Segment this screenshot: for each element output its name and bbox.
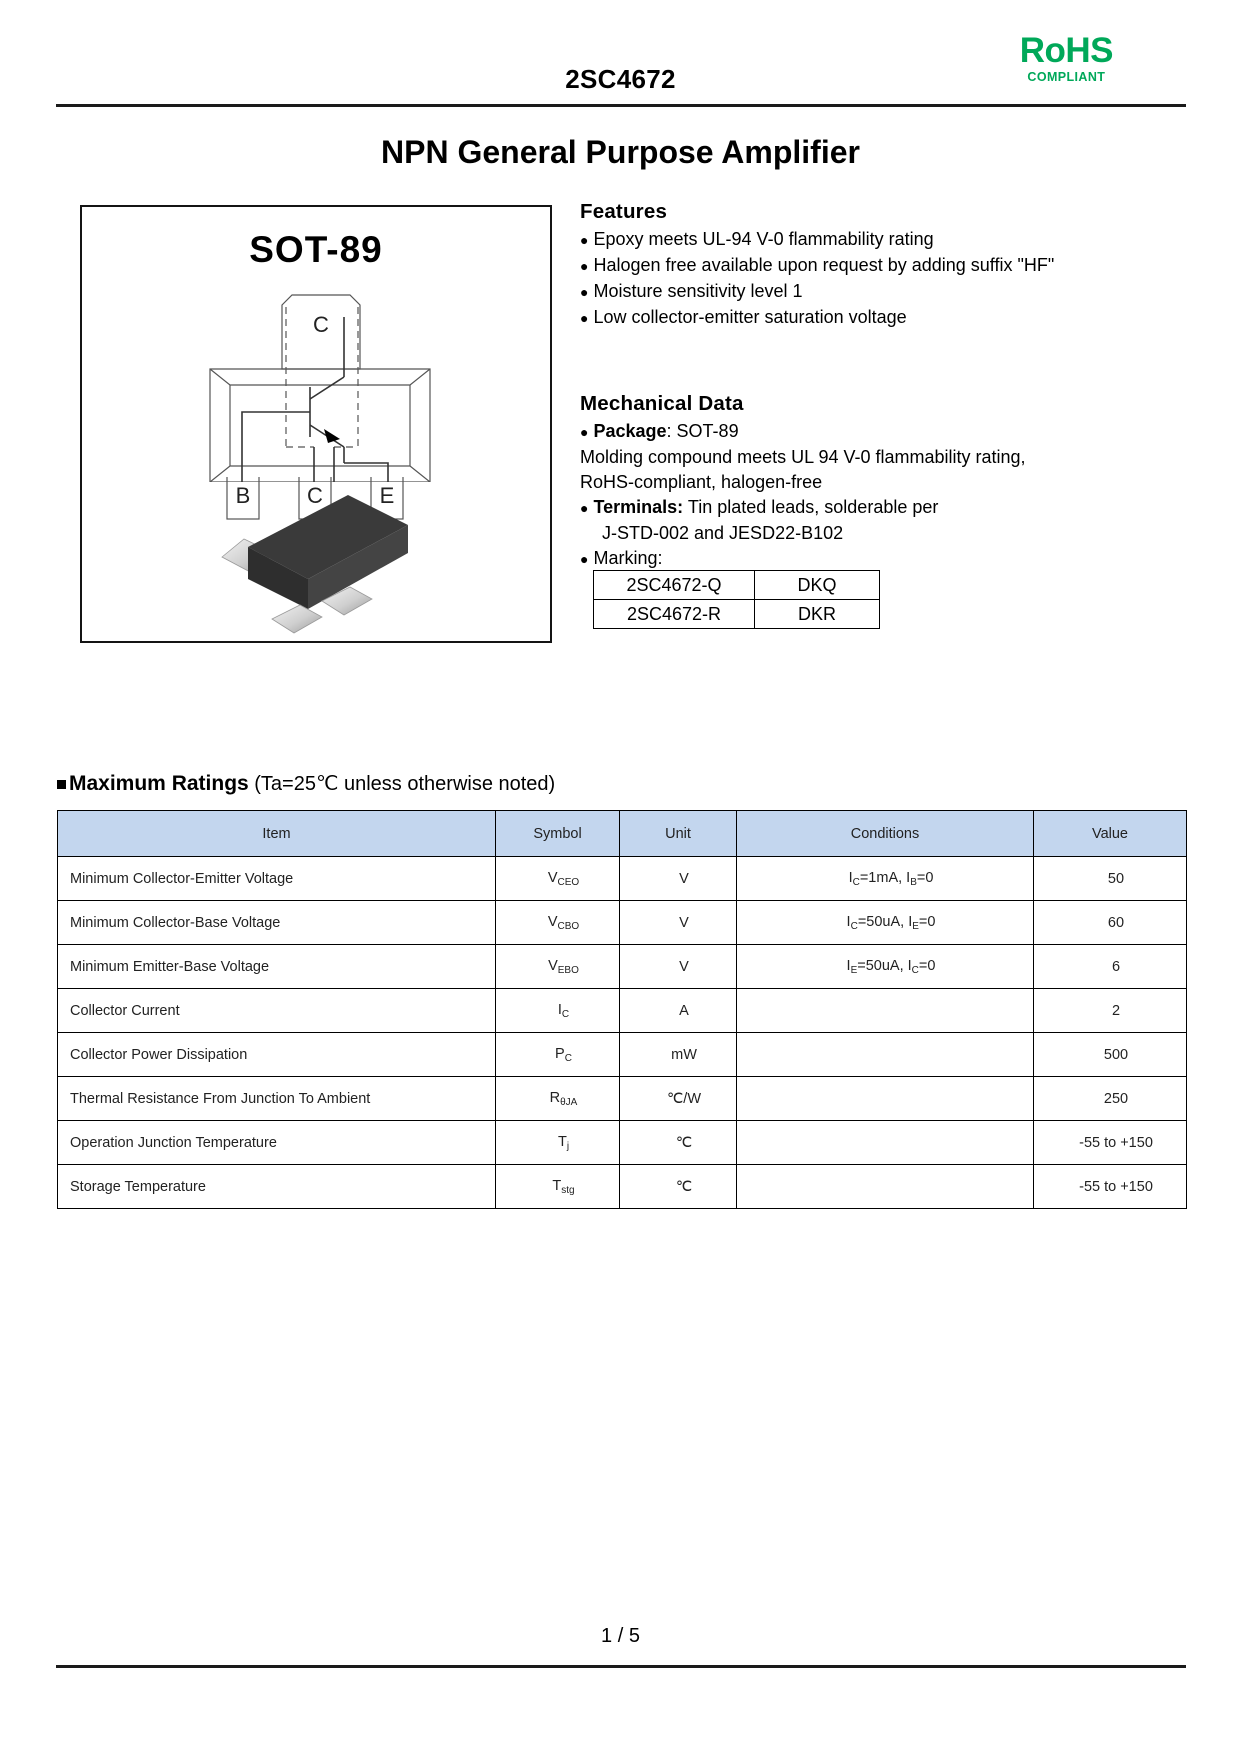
rating-unit: A bbox=[620, 989, 737, 1033]
terminals-value: Tin plated leads, solderable per bbox=[687, 497, 939, 517]
bullet-icon: ● bbox=[580, 551, 589, 567]
pin-label-c: C bbox=[307, 483, 323, 508]
page-number: 1 / 5 bbox=[601, 1625, 640, 1647]
terminals-line-2: J-STD-002 and JESD22-B102 bbox=[602, 523, 844, 543]
table-row bbox=[58, 945, 1187, 989]
rating-conditions: $I_E=50uA$, $I_C=0$ bbox=[737, 945, 1034, 989]
table-header-row bbox=[58, 811, 1187, 857]
table-row bbox=[594, 600, 880, 629]
mechanical-terminals-row bbox=[580, 495, 1150, 521]
table-row bbox=[58, 1121, 1187, 1165]
marking-label: Marking: bbox=[593, 548, 663, 568]
bullet-icon: ● bbox=[580, 284, 589, 300]
feature-item bbox=[580, 253, 1140, 279]
rohs-logo bbox=[1020, 33, 1113, 84]
rating-value: 6 bbox=[1034, 945, 1187, 989]
rating-conditions bbox=[737, 1165, 1034, 1209]
rating-unit: mW bbox=[620, 1033, 737, 1077]
mechanical-package-row bbox=[580, 419, 1150, 445]
rating-value: 60 bbox=[1034, 901, 1187, 945]
part-number-title: 2SC4672 bbox=[565, 64, 676, 94]
rohs-compliant-label: COMPLIANT bbox=[1027, 70, 1106, 84]
rating-conditions bbox=[737, 1121, 1034, 1165]
column-header-value: Value bbox=[1034, 811, 1187, 857]
pin-label-e: E bbox=[379, 483, 395, 508]
bullet-icon: ● bbox=[580, 310, 589, 326]
mechanical-data-section bbox=[580, 392, 1150, 572]
rating-value: 50 bbox=[1034, 857, 1187, 901]
rating-item: Collector Current bbox=[58, 989, 496, 1033]
marking-code: DKR bbox=[755, 600, 880, 629]
marking-code: DKQ bbox=[755, 571, 880, 600]
rating-item: Operation Junction Temperature bbox=[58, 1121, 496, 1165]
maximum-ratings-heading bbox=[57, 771, 555, 796]
feature-text: Low collector-emitter saturation voltage bbox=[593, 307, 907, 327]
rating-symbol: $P_C$ bbox=[496, 1033, 620, 1077]
maximum-ratings-table bbox=[57, 810, 1187, 1209]
feature-item bbox=[580, 227, 1140, 253]
column-header-item: Item bbox=[58, 811, 496, 857]
molding-line-1: Molding compound meets UL 94 V-0 flammability rating, bbox=[580, 447, 1026, 467]
rating-unit: V bbox=[620, 857, 737, 901]
terminals-label: Terminals: bbox=[593, 497, 684, 517]
feature-text: Epoxy meets UL-94 V-0 flammability rating bbox=[593, 229, 934, 249]
package-label: Package bbox=[593, 421, 667, 441]
table-row bbox=[58, 857, 1187, 901]
rating-value: 2 bbox=[1034, 989, 1187, 1033]
column-header-unit: Unit bbox=[620, 811, 737, 857]
bullet-icon: ● bbox=[580, 232, 589, 248]
package-illustration-box bbox=[80, 205, 552, 643]
mechanical-data-heading: Mechanical Data bbox=[580, 392, 744, 415]
rating-unit: ℃ bbox=[620, 1165, 737, 1209]
rating-item: Storage Temperature bbox=[58, 1165, 496, 1209]
rating-symbol: $V_{CBO}$ bbox=[496, 901, 620, 945]
maximum-ratings-title: Maximum Ratings bbox=[69, 772, 249, 795]
feature-text: Halogen free available upon request by adding suffix "HF" bbox=[593, 255, 1055, 275]
table-row bbox=[58, 901, 1187, 945]
bullet-icon: ● bbox=[580, 424, 589, 440]
rating-unit: ℃ bbox=[620, 1121, 737, 1165]
features-heading: Features bbox=[580, 200, 668, 223]
rating-symbol: $T_j$ bbox=[496, 1121, 620, 1165]
rohs-label: RoHS bbox=[1019, 31, 1113, 70]
table-row bbox=[58, 1033, 1187, 1077]
rating-unit: V bbox=[620, 901, 737, 945]
feature-text: Moisture sensitivity level 1 bbox=[593, 281, 803, 301]
table-row bbox=[58, 1077, 1187, 1121]
rating-conditions bbox=[737, 989, 1034, 1033]
rating-item: Thermal Resistance From Junction To Ambient bbox=[58, 1077, 496, 1121]
rating-value: -55 to +150 bbox=[1034, 1121, 1187, 1165]
column-header-symbol: Symbol bbox=[496, 811, 620, 857]
rating-symbol: $R_{\theta JA}$ bbox=[496, 1077, 620, 1121]
rating-item: Minimum Collector-Emitter Voltage bbox=[58, 857, 496, 901]
package-value: : SOT-89 bbox=[666, 421, 739, 441]
rating-conditions: $I_C=50uA$, $I_E=0$ bbox=[737, 901, 1034, 945]
rating-conditions bbox=[737, 1033, 1034, 1077]
molding-line-2: RoHS-compliant, halogen-free bbox=[580, 472, 823, 492]
bullet-icon: ● bbox=[580, 258, 589, 274]
table-row bbox=[58, 1165, 1187, 1209]
marking-part: 2SC4672-Q bbox=[594, 571, 755, 600]
maximum-ratings-note: (Ta=25℃ unless otherwise noted) bbox=[248, 773, 556, 795]
rating-item: Minimum Emitter-Base Voltage bbox=[58, 945, 496, 989]
rating-symbol: $I_C$ bbox=[496, 989, 620, 1033]
svg-text:C: C bbox=[313, 312, 329, 337]
rating-conditions bbox=[737, 1077, 1034, 1121]
footer-divider bbox=[56, 1665, 1186, 1668]
square-bullet-icon bbox=[57, 780, 66, 789]
rating-item: Collector Power Dissipation bbox=[58, 1033, 496, 1077]
feature-item bbox=[580, 279, 1140, 305]
rating-symbol: $T_{stg}$ bbox=[496, 1165, 620, 1209]
rating-value: 500 bbox=[1034, 1033, 1187, 1077]
marking-part: 2SC4672-R bbox=[594, 600, 755, 629]
page-title: NPN General Purpose Amplifier bbox=[381, 134, 860, 170]
bullet-icon: ● bbox=[580, 500, 589, 516]
marking-table bbox=[593, 570, 880, 629]
package-3d-photo bbox=[200, 479, 440, 639]
pin-label-b: B bbox=[235, 483, 251, 508]
column-header-conditions: Conditions bbox=[737, 811, 1034, 857]
header-divider bbox=[56, 104, 1186, 107]
rating-value: -55 to +150 bbox=[1034, 1165, 1187, 1209]
rating-item: Minimum Collector-Base Voltage bbox=[58, 901, 496, 945]
rating-value: 250 bbox=[1034, 1077, 1187, 1121]
table-row bbox=[594, 571, 880, 600]
mechanical-marking-row bbox=[580, 546, 1150, 572]
rating-symbol: $V_{CEO}$ bbox=[496, 857, 620, 901]
rating-unit: ℃/W bbox=[620, 1077, 737, 1121]
rating-conditions: $I_C=1mA$, $I_B=0$ bbox=[737, 857, 1034, 901]
features-section bbox=[580, 200, 1140, 331]
feature-item bbox=[580, 305, 1140, 331]
package-name-label: SOT-89 bbox=[249, 229, 383, 270]
table-row bbox=[58, 989, 1187, 1033]
rating-unit: V bbox=[620, 945, 737, 989]
transistor-schematic-diagram bbox=[82, 277, 550, 482]
rating-symbol: $V_{EBO}$ bbox=[496, 945, 620, 989]
